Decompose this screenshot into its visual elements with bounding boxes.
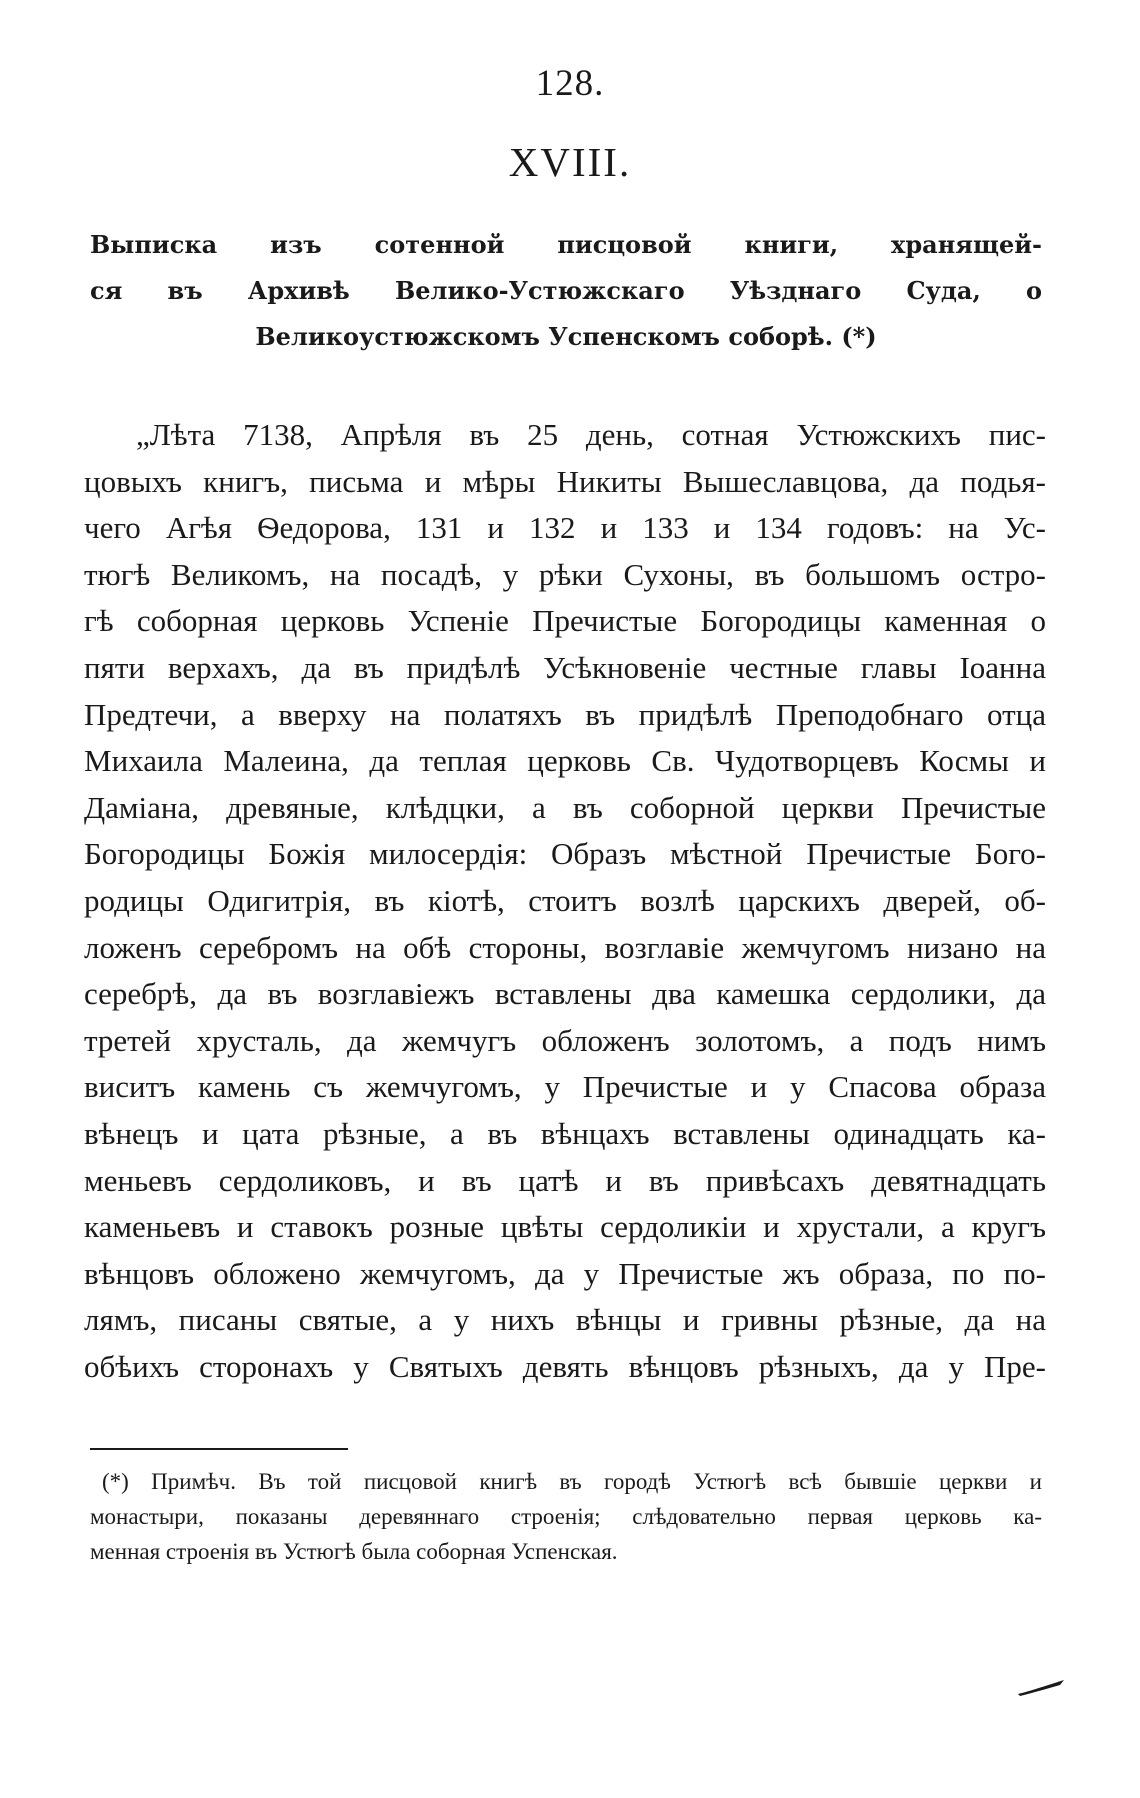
footnote-line: менная строенія въ Устюгѣ была соборная Успенская. <box>90 1539 618 1564</box>
body-line: вѣнцовъ обложено жемчугомъ, да у Пречистые жъ образа, по по- <box>84 1255 1046 1291</box>
footnote-divider <box>90 1448 348 1450</box>
body-line: родицы Одигитрія, въ кіотѣ, стоитъ возлѣ царскихъ дверей, об- <box>84 882 1046 918</box>
body-line: серебрѣ, да въ возглавіежъ вставлены два камешка сердолики, да <box>84 976 1046 1012</box>
body-line: Михаила Малеина, да теплая церковь Св. Чудотворцевъ Космы и <box>84 743 1046 779</box>
body-line: пяти верхахъ, да въ придѣлѣ Усѣкновеніе честные главы Іоанна <box>84 649 1046 685</box>
body-line: Богородицы Божія милосердія: Образъ мѣстной Пречистые Бого- <box>84 836 1046 872</box>
heading-line: Великоустюжскомъ Успенскомъ соборѣ. (*) <box>255 322 877 351</box>
footnote-line: монастыри, показаны деревяннаго строенія; слѣдовательно первая церковь ка- <box>90 1504 1042 1529</box>
footnote-line: (*) Примѣч. Въ той писцовой книгѣ въ городѣ Устюгѣ всѣ бывшіе церкви и <box>102 1469 1042 1494</box>
body-line: ложенъ серебромъ на обѣ стороны, возглавіе жемчугомъ низано на <box>84 929 1046 965</box>
body-line: тюгѣ Великомъ, на посадѣ, у рѣки Сухоны, въ большомъ остро- <box>84 556 1046 592</box>
ink-mark <box>1016 1678 1066 1698</box>
footnote <box>90 1464 1042 1569</box>
body-line: каменьевъ и ставокъ розные цвѣты сердоликіи и хрустали, а кругъ <box>84 1209 1046 1245</box>
body-line: гѣ соборная церковь Успеніе Пречистые Богородицы каменная о <box>84 603 1046 639</box>
body-line: чего Агѣя Ѳедорова, 131 и 132 и 133 и 134 годовъ: на Ус- <box>84 510 1046 546</box>
body-text <box>84 412 1046 1390</box>
body-line: лямъ, писаны святые, а у нихъ вѣнцы и гривны рѣзные, да на <box>84 1302 1046 1338</box>
body-line: меньевъ сердоликовъ, и въ цатѣ и въ привѣсахъ девятнадцать <box>84 1162 1046 1198</box>
body-line: Предтечи, а вверху на полатяхъ въ придѣлѣ Преподобнаго отца <box>84 696 1046 732</box>
body-line: виситъ камень съ жемчугомъ, у Пречистые и у Спасова образа <box>84 1069 1046 1105</box>
heading-line: Выписка изъ сотенной писцовой книги, хранящей- <box>90 230 1042 259</box>
body-line: третей хрусталь, да жемчугъ обложенъ золотомъ, а подъ нимъ <box>84 1022 1046 1058</box>
section-number: XVIII. <box>508 139 632 185</box>
page-number: 128. <box>535 63 605 104</box>
heading-line: ся въ Архивѣ Велико-Устюжскаго Уѣзднаго Суда, о <box>90 276 1042 305</box>
section-heading <box>90 222 1042 360</box>
body-line: обѣихъ сторонахъ у Святыхъ девять вѣнцовъ рѣзныхъ, да у Пре- <box>84 1348 1046 1384</box>
body-line: „Лѣта 7138, Апрѣля въ 25 день, сотная Устюжскихъ пис- <box>136 417 1046 452</box>
body-line: вѣнецъ и цата рѣзные, а въ вѣнцахъ вставлены одинадцать ка- <box>84 1115 1046 1151</box>
body-line: Даміана, древяные, клѣдцки, а въ соборной церкви Пречистые <box>84 789 1046 825</box>
body-line: цовыхъ книгъ, письма и мѣры Никиты Вышеславцова, да подья- <box>84 463 1046 499</box>
